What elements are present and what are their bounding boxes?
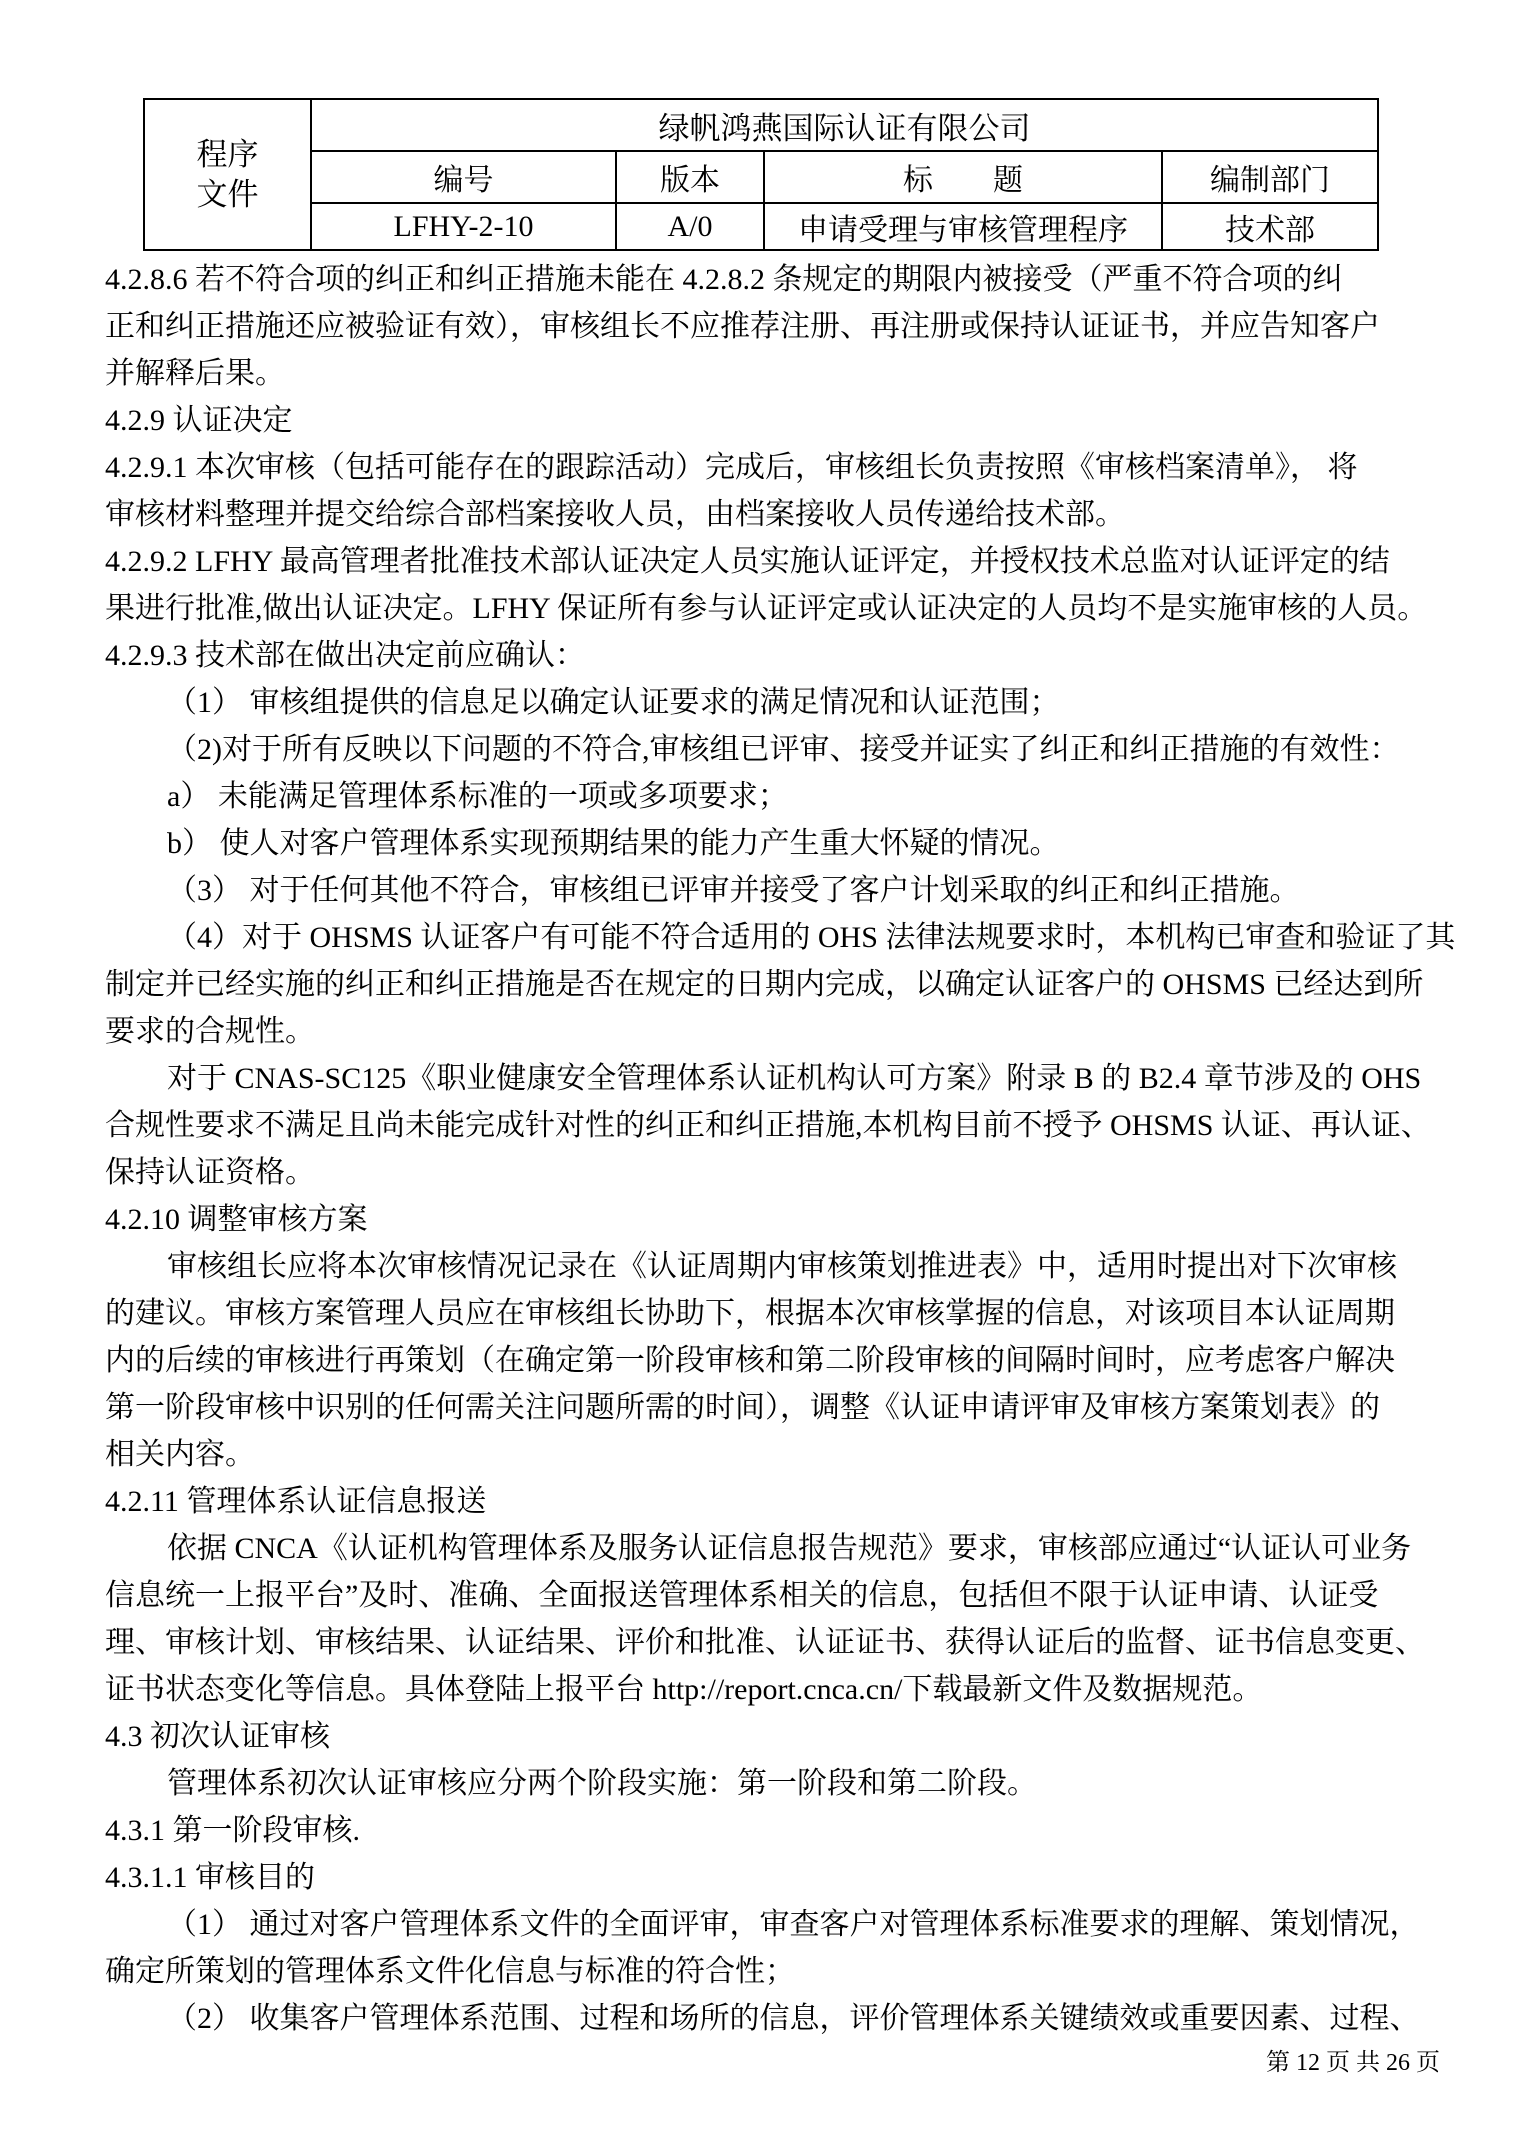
- body-line: （2)对于所有反映以下问题的不符合,审核组已评审、接受并证实了纠正和纠正措施的有效性：: [167, 733, 1400, 766]
- body-line: a） 未能满足管理体系标准的一项或多项要求；: [167, 780, 788, 813]
- company-name: 绿帆鸿燕国际认证有限公司: [311, 99, 1378, 151]
- body-line: b） 使人对客户管理体系实现预期结果的能力产生重大怀疑的情况。: [167, 827, 1060, 860]
- body-line: 4.3.1 第一阶段审核.: [105, 1814, 360, 1847]
- col-header-department: 编制部门: [1162, 151, 1378, 203]
- body-line: 4.2.9 认证决定: [105, 404, 293, 437]
- body-line: 制定并已经实施的纠正和纠正措施是否在规定的日期内完成，以确定认证客户的 OHSMS 已经达到所: [105, 968, 1424, 1001]
- body-line: 的建议。审核方案管理人员应在审核组长协助下，根据本次审核掌握的信息，对该项目本认证周期: [105, 1297, 1395, 1330]
- body-line: 理、审核计划、审核结果、认证结果、评价和批准、认证证书、获得认证后的监督、证书信息变更、: [105, 1626, 1425, 1659]
- doc-type-line1: 程序: [196, 136, 259, 172]
- body-line: 内的后续的审核进行再策划（在确定第一阶段审核和第二阶段审核的间隔时间时，应考虑客户解决: [105, 1344, 1395, 1377]
- doc-title: 申请受理与审核管理程序: [764, 203, 1162, 250]
- body-line: 要求的合规性。: [105, 1015, 315, 1048]
- col-header-title: 标 题: [764, 151, 1162, 203]
- body-line: 果进行批准,做出认证决定。LFHY 保证所有参与认证评定或认证决定的人员均不是实施审核的人员。: [105, 592, 1428, 625]
- body-line: 信息统一上报平台”及时、准确、全面报送管理体系相关的信息，包括但不限于认证申请、认证受: [105, 1579, 1379, 1612]
- body-line: 相关内容。: [105, 1438, 255, 1471]
- body-line: 4.2.8.6 若不符合项的纠正和纠正措施未能在 4.2.8.2 条规定的期限内被接受（严重不符合项的纠: [105, 263, 1343, 296]
- body-line: （1） 通过对客户管理体系文件的全面评审，审查客户对管理体系标准要求的理解、策划情况，: [167, 1908, 1420, 1941]
- body-line: 对于 CNAS-SC125《职业健康安全管理体系认证机构认可方案》附录 B 的 B2.4 章节涉及的 OHS: [167, 1062, 1422, 1095]
- body-line: 4.2.10 调整审核方案: [105, 1203, 368, 1236]
- doc-version: A/0: [616, 203, 764, 250]
- body-line: 确定所策划的管理体系文件化信息与标准的符合性；: [105, 1955, 795, 1988]
- body-line: 第一阶段审核中识别的任何需关注问题所需的时间），调整《认证申请评审及审核方案策划表》的: [105, 1391, 1380, 1424]
- body-text: [105, 256, 1456, 2042]
- body-line: 管理体系初次认证审核应分两个阶段实施：第一阶段和第二阶段。: [167, 1767, 1037, 1800]
- document-header-table: [143, 98, 1379, 251]
- col-header-version: 版本: [616, 151, 764, 203]
- body-line: （4）对于 OHSMS 认证客户有可能不符合适用的 OHS 法律法规要求时，本机构已审查和验证了其: [167, 921, 1456, 954]
- body-line: 正和纠正措施还应被验证有效），审核组长不应推荐注册、再注册或保持认证证书，并应告知客户: [105, 310, 1380, 343]
- doc-number: LFHY-2-10: [311, 203, 616, 250]
- body-line: 4.2.9.1 本次审核（包括可能存在的跟踪活动）完成后，审核组长负责按照《审核档案清单》， 将: [105, 451, 1358, 484]
- body-line: （2） 收集客户管理体系范围、过程和场所的信息，评价管理体系关键绩效或重要因素、过程、: [167, 2002, 1420, 2035]
- body-line: 合规性要求不满足且尚未能完成针对性的纠正和纠正措施,本机构目前不授予 OHSMS 认证、再认证、: [105, 1109, 1431, 1142]
- body-line: 4.3.1.1 审核目的: [105, 1861, 315, 1894]
- body-line: 并解释后果。: [105, 357, 285, 390]
- body-line: 4.2.11 管理体系认证信息报送: [105, 1485, 487, 1518]
- doc-type-cell: [144, 99, 311, 250]
- doc-type-line2: 文件: [196, 176, 259, 212]
- body-line: 4.3 初次认证审核: [105, 1720, 330, 1753]
- body-line: 审核材料整理并提交给综合部档案接收人员，由档案接收人员传递给技术部。: [105, 498, 1125, 531]
- col-header-number: 编号: [311, 151, 616, 203]
- body-line: （3） 对于任何其他不符合，审核组已评审并接受了客户计划采取的纠正和纠正措施。: [167, 874, 1300, 907]
- page-number: 第 12 页 共 26 页: [1266, 2050, 1440, 2076]
- doc-department: 技术部: [1162, 203, 1378, 250]
- body-line: 审核组长应将本次审核情况记录在《认证周期内审核策划推进表》中，适用时提出对下次审核: [167, 1250, 1397, 1283]
- body-line: 依据 CNCA《认证机构管理体系及服务认证信息报告规范》要求，审核部应通过“认证认可业务: [167, 1532, 1412, 1565]
- body-line: 4.2.9.2 LFHY 最高管理者批准技术部认证决定人员实施认证评定，并授权技术总监对认证评定的结: [105, 545, 1390, 578]
- body-line: 4.2.9.3 技术部在做出决定前应确认：: [105, 639, 585, 672]
- body-line: 证书状态变化等信息。具体登陆上报平台 http://report.cnca.cn/下载最新文件及数据规范。: [105, 1673, 1263, 1706]
- body-line: （1） 审核组提供的信息足以确定认证要求的满足情况和认证范围；: [167, 686, 1060, 719]
- body-line: 保持认证资格。: [105, 1156, 315, 1189]
